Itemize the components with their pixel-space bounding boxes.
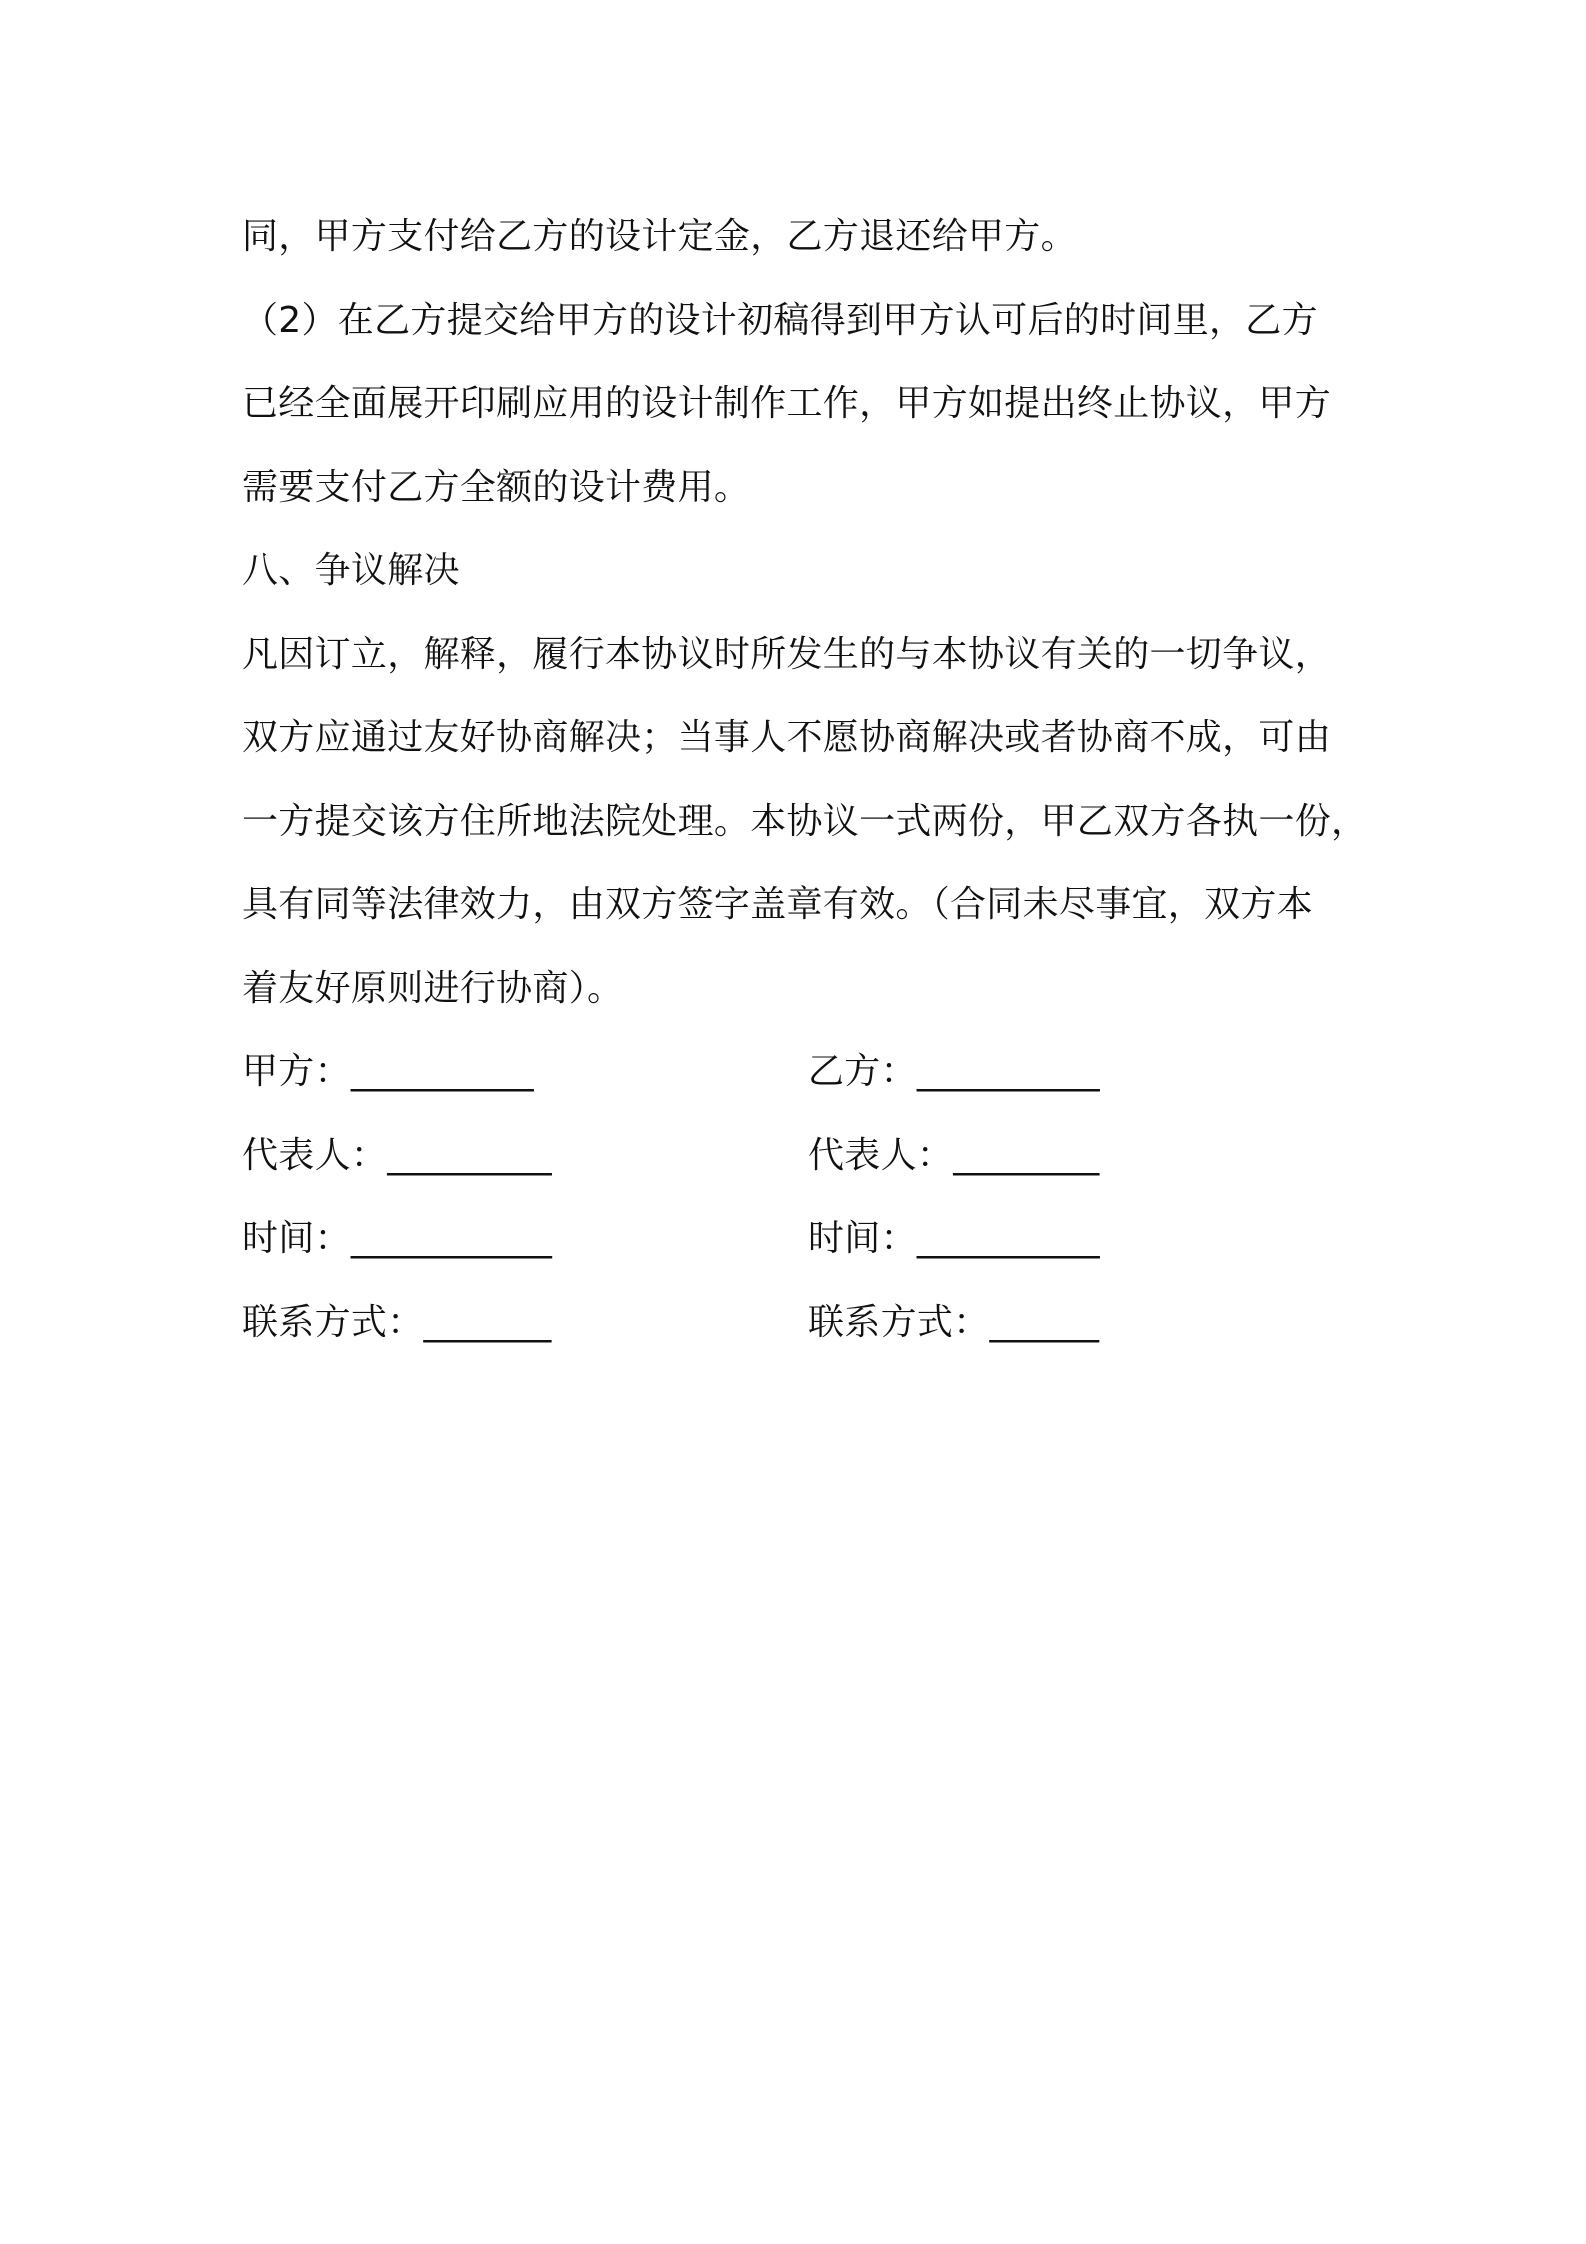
party-a-contact-field: 联系方式：_______ — [242, 1301, 552, 1343]
paragraph-line: 一方提交该方住所地法院处理。本协议一式两份，甲乙双方各执一份， — [242, 800, 1368, 842]
signature-block — [242, 1030, 1362, 1364]
party-a-representative-field: 代表人：_________ — [242, 1134, 552, 1176]
party-b-representative-field: 代表人：________ — [808, 1134, 1100, 1176]
section-heading: 八、争议解决 — [242, 550, 460, 591]
paragraph-line: 着友好原则进行协商）。 — [242, 967, 624, 1009]
party-b-date-field: 时间：__________ — [808, 1218, 1100, 1259]
paragraph-line: 具有同等法律效力，由双方签字盖章有效。（合同未尽事宜，双方本 — [242, 884, 1314, 925]
paragraph-line: 双方应通过友好协商解决；当事人不愿协商解决或者协商不成，可由 — [242, 717, 1332, 758]
document-body — [242, 195, 1368, 1364]
party-b-contact-field: 联系方式：______ — [808, 1301, 1100, 1343]
party-b-name-field: 乙方：__________ — [808, 1051, 1100, 1092]
party-a-date-field: 时间：___________ — [242, 1218, 553, 1259]
paragraph-line: （2）在乙方提交给甲方的设计初稿得到甲方认可后的时间里，乙方 — [242, 299, 1318, 341]
paragraph-line: 凡因订立，解释，履行本协议时所发生的与本协议有关的一切争议， — [242, 633, 1332, 675]
party-a-name-field: 甲方：__________ — [242, 1051, 534, 1092]
paragraph-line: 需要支付乙方全额的设计费用。 — [242, 466, 751, 508]
paragraph-line: 已经全面展开印刷应用的设计制作工作，甲方如提出终止协议，甲方 — [242, 383, 1332, 424]
paragraph-line: 同，甲方支付给乙方的设计定金，乙方退还给甲方。 — [242, 216, 1077, 257]
